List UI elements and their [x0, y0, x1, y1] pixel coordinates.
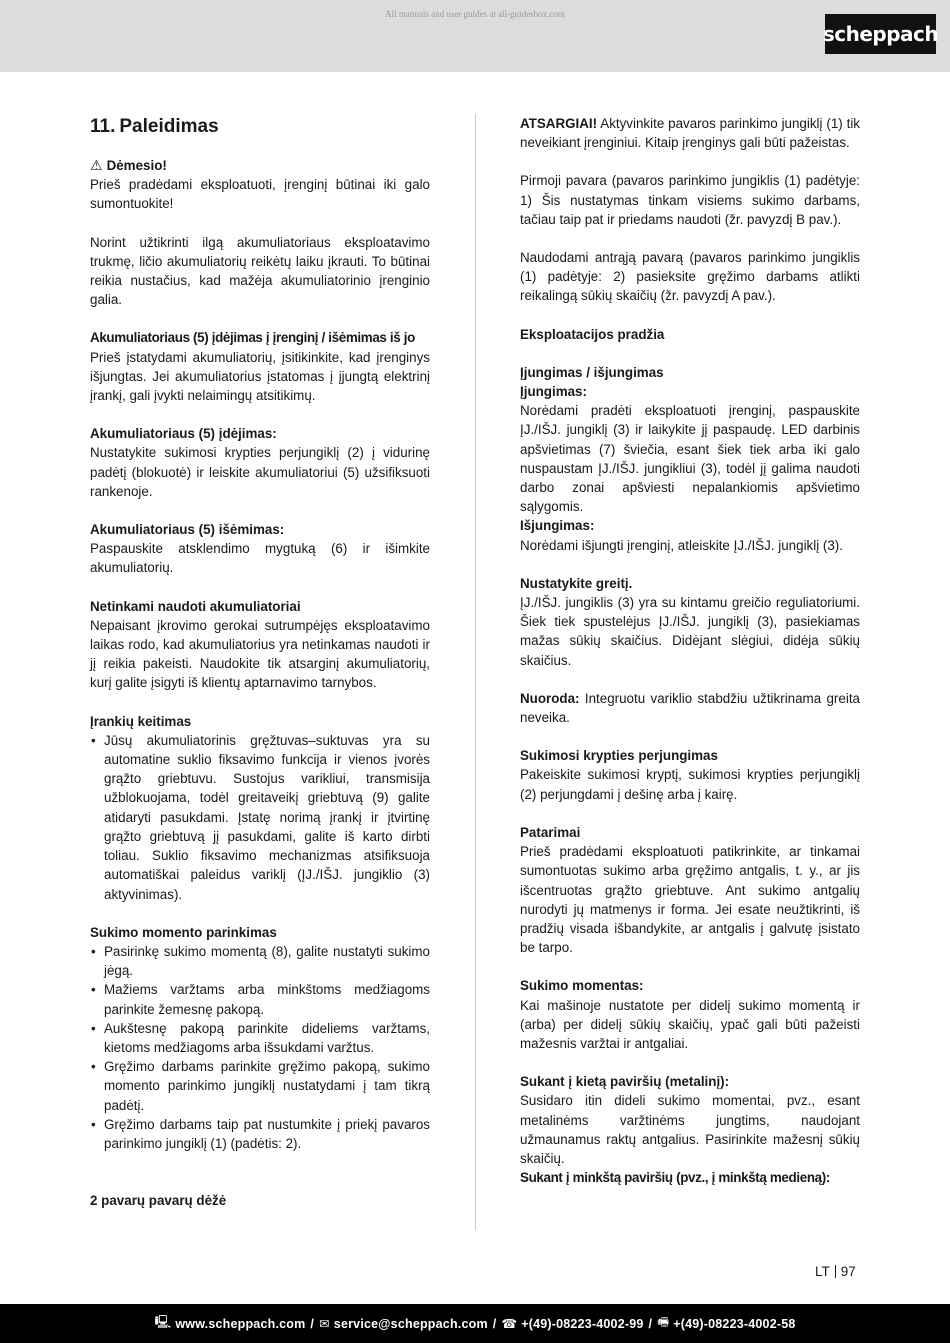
section-title	[90, 114, 430, 140]
footer-separator: /	[310, 1316, 315, 1331]
scheppach-logo: scheppach	[825, 14, 936, 54]
footer-bar	[0, 1304, 950, 1343]
note-text: Integruotu variklio stabdžiu užtikrinama greita neveika.	[520, 690, 860, 726]
section-number: 11.	[90, 116, 116, 137]
tool-change-list	[90, 731, 430, 904]
torque-selection-list	[90, 942, 430, 1153]
column-divider	[475, 114, 476, 1230]
speed-text: ĮJ./IŠJ. jungiklis (3) yra su kintamu greičio reguliatoriumi. Šiek tiek spustelėjus ĮJ./IŠJ. jungiklį (3), pasiekiamas mažas sūkių skaičius. Didėjant slėgiui, didėja sūkių skaičius.	[520, 595, 860, 668]
soft-surface-heading: Sukant į minkštą paviršių (pvz., į minkštą medieną):	[520, 1170, 830, 1186]
email-icon: ✉	[319, 1317, 330, 1331]
caution-label: ATSARGIAI!	[520, 116, 598, 131]
unusable-text: Nepaisant įkrovimo gerokai sutrumpėjęs eksploatavimo laikas rodo, kad akumuliatorius yra netinkamas naudoti ir jį reikia pakeisti. Naudokite tik atsarginį akumuliatorių, kurį galite įsigyti iš klientų aptarnavimo tarnybos.	[90, 617, 430, 691]
tips-heading: Patarimai	[520, 824, 581, 840]
note-paragraph	[520, 689, 860, 727]
note-label: Nuoroda:	[520, 690, 580, 706]
battery-life-text: Norint užtikrinti ilgą akumuliatoriaus eksploatavimo trukmę, ličio akumuliatorių reikėtų laiku įkrauti. To būtinai reikia nustačius, kad mažėja akumuliatorinio įrenginio galia.	[90, 234, 430, 308]
footer-email: service@scheppach.com	[333, 1316, 488, 1331]
header-band	[0, 0, 950, 72]
watermark: All manuals and user guides at all-guidesbox.com	[385, 9, 565, 19]
phone-icon: ☎	[501, 1317, 518, 1331]
hard-surface-heading: Sukant į kietą paviršių (metalinį):	[520, 1074, 730, 1090]
torque-text: Kai mašinoje nustatote per didelį sukimo momentą ir (arba) per didelį sūkių skaičių, ypač gali būti pažeisti mažesnis varžtai ir antgaliai.	[520, 997, 860, 1051]
page-number-value: 97	[840, 1264, 856, 1279]
off-heading: Išjungimas:	[520, 518, 595, 534]
warning-heading	[90, 156, 430, 175]
insert-text: Nustatykite sukimosi krypties perjungiklį (2) į vidurinę padėtį (blokuotė) ir leiskite akumuliatoriui (5) užsifiksuoti rankenoje.	[90, 445, 430, 499]
caution-paragraph	[520, 114, 860, 152]
warning-text: Prieš pradėdami eksploatuoti, įrenginį būtinai iki galo sumontuokite!	[90, 177, 430, 212]
tool-change-heading: Įrankių keitimas	[90, 713, 192, 729]
insert-remove-heading: Akumuliatoriaus (5) įdėjimas į įrenginį / išėmimas iš jo	[90, 330, 415, 346]
list-item: • Jūsų akumuliatorinis gręžtuvas–suktuvas yra su automatine suklio fiksavimo funkcija ir vienos įvorės grąžto griebtuvu. Sustojus varikliui, transmisija užblokuojama, todėl greitaveikį griebtuvą (9) galite atidaryti pasukdami. Įstatę norimą įrankį ir įtvirtinę grąžto griebtuvą jį pasukdami, galite iš karto dirbti toliau. Suklio fiksavimo mechanizmas atsifiksuoja automatiškai paleidus variklį (ĮJ./IŠJ. jungiklio (3) aktyvinimas).	[90, 731, 430, 904]
section-title-text: Paleidimas	[119, 116, 219, 137]
first-gear-text: Pirmoji pavara (pavaros parinkimo jungiklis (1) padėtyje: 1) Šis nustatymas tinkam visiems sukimo darbams, tačiau taip pat ir priedams naudoti (žr. pavyzdį B pav.).	[520, 173, 860, 227]
speed-heading: Nustatykite greitį.	[520, 575, 633, 591]
gearbox-heading: 2 pavarų pavarų dėžė	[90, 1193, 227, 1209]
warning-heading-text: Dėmesio!	[106, 158, 167, 173]
unusable-heading: Netinkami naudoti akumuliatoriai	[90, 598, 301, 614]
caution-text: Aktyvinkite pavaros parinkimo jungiklį (1) tik neveikiant įrenginiui. Kitaip įrenginys gali būti pažeistas.	[520, 116, 861, 151]
footer-web: www.scheppach.com	[175, 1316, 306, 1331]
footer-fax: +(49)-08223-4002-58	[673, 1316, 796, 1331]
list-item: • Aukštesnę pakopą parinkite dideliems varžtams, kietoms medžiagoms arba išsukdami varžtus.	[90, 1019, 430, 1057]
footer-phone: +(49)-08223-4002-99	[521, 1316, 644, 1331]
tips-text: Prieš pradėdami eksploatuoti patikrinkite, ar tinkamai sumontuotas sukimo arba gręžimo antgalis, t. y., ar jis išcentruotas grąžto griebtuve. Ant sukimo antgalių nurodyti jų matmenys ir forma. Jei esate neužtikrinti, iš pradžių visada išbandykite, ar antgalis į galvutę įsistato be tarpo.	[520, 844, 860, 956]
fax-icon: 🖷	[657, 1315, 670, 1329]
list-item: • Gręžimo darbams taip pat nustumkite į priekį pavaros parinkimo jungiklį (1) (padėtis: 2).	[90, 1115, 430, 1153]
remove-text: Paspauskite atsklendimo mygtuką (6) ir išimkite akumuliatorių.	[90, 541, 430, 576]
hard-surface-text: Susidaro itin dideli sukimo momentai, pvz., esant metalinėms varžtinėms jungtims, naudojant užmaunamus raktų antgalius. Pasirinkite mažesnį sūkių skaičių.	[520, 1093, 860, 1166]
on-heading: Įjungimas:	[520, 384, 587, 400]
off-text: Norėdami išjungti įrenginį, atleiskite ĮJ./IŠJ. jungiklį (3).	[520, 537, 843, 553]
page-language: LT	[815, 1264, 830, 1279]
page-number-separator	[835, 1265, 836, 1278]
insert-remove-text: Prieš įstatydami akumuliatorių, įsitikinkite, kad įrenginys išjungtas. Jei akumuliatorius įstatomas į įjungtą elektrinį įrankį, gali įvykti nelaimingų atsitikimų.	[90, 349, 430, 404]
footer-separator: /	[492, 1316, 497, 1331]
page-number	[815, 1264, 856, 1279]
footer-separator: /	[648, 1316, 653, 1331]
remove-heading: Akumuliatoriaus (5) išėmimas:	[90, 522, 285, 538]
torque-heading: Sukimo momentas:	[520, 978, 644, 994]
torque-selection-heading: Sukimo momento parinkimas	[90, 924, 277, 940]
second-gear-text: Naudodami antrąją pavarą (pavaros parinkimo jungiklis (1) padėtyje: 2) pasieksite gręžimo darbams atlikti reikalingą sūkių skaičių (žr. pavyzdį A pav.).	[520, 250, 860, 304]
insert-heading: Akumuliatoriaus (5) įdėjimas:	[90, 426, 277, 442]
on-text: Norėdami pradėti eksploatuoti įrenginį, paspauskite ĮJ./IŠJ. jungiklį (3) ir laikykite jį paspaudę. LED darbinis apšvietimas (7) šviečia, esant šiek tiek arba iki galo nuspaustam ĮJ./IŠJ. jungikliui (3), todėl jį galima naudoti darbo zonai apšviesti nepalankiomis apšvietimo sąlygomis.	[520, 403, 860, 515]
direction-heading: Sukimosi krypties perjungimas	[520, 748, 718, 764]
direction-text: Pakeiskite sukimosi kryptį, sukimosi krypties perjungiklį (2) perjungdami į dešinę arba į kairę.	[520, 767, 860, 802]
list-item: • Pasirinkę sukimo momentą (8), galite nustatyti sukimo jėgą.	[90, 942, 430, 980]
list-item: • Mažiems varžtams arba minkštoms medžiagoms parinkite žemesnę pakopą.	[90, 980, 430, 1018]
right-column	[520, 114, 860, 1187]
list-item: • Gręžimo darbams parinkite gręžimo pakopą, sukimo momento parinkimo jungiklį nustatydami į tam tikrą padėtį.	[90, 1057, 430, 1115]
start-heading: Eksploatacijos pradžia	[520, 326, 665, 342]
left-column	[90, 114, 430, 1210]
warning-triangle-icon: ⚠	[90, 157, 103, 173]
on-off-heading: Įjungimas / išjungimas	[520, 364, 664, 380]
computer-icon: 🖳	[154, 1315, 172, 1329]
